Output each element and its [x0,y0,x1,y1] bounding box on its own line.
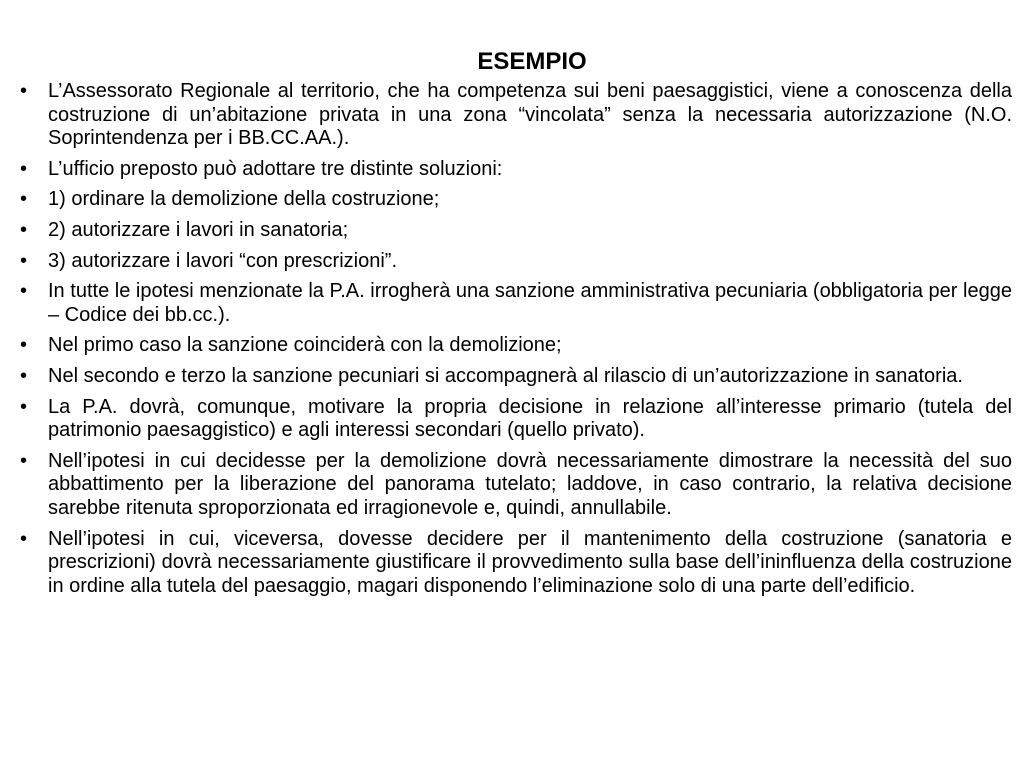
bullet-icon: • [20,80,28,102]
bullet-item [20,334,1012,358]
bullet-text: Nell’ipotesi in cui, viceversa, dovesse decidere per il mantenimento della costruzione (sanatoria e prescrizioni) dovrà necessariamente giustificare il provvedimento sulla base dell’ininfluenza della costruzione in ordine alla tutela del paesaggio, magari disponendo l’eliminazione solo di una parte dell’edificio. [48,527,1012,597]
bullet-item [20,365,1012,389]
bullet-text: In tutte le ipotesi menzionate la P.A. irrogherà una sanzione amministrativa pecuniaria (obbligatoria per legge – Codice dei bb.cc.). [48,280,1012,326]
bullet-text: Nell’ipotesi in cui decidesse per la demolizione dovrà necessariamente dimostrare la necessità del suo abbattimento per la liberazione del panorama tutelato; laddove, in caso contrario, la relativa decisione sarebbe ritenuta sproporzionata ed irragionevole e, quindi, annullabile. [48,449,1012,519]
bullet-icon: • [20,188,28,211]
bullet-icon: • [20,218,28,241]
bullet-text: L’ufficio preposto può adottare tre distinte soluzioni: [48,157,503,180]
bullet-item [20,450,1012,521]
bullet-item [20,158,1012,182]
bullet-text: L’Assessorato Regionale al territorio, che ha competenza sui beni paesaggistici, viene a conoscenza della costruzione di un’abitazione privata in una zona “vincolata” senza la necessaria autorizzazione (N.O. Soprintendenza per i BB.CC.AA.). [48,80,1012,150]
bullet-item [20,528,1012,599]
bullet-icon: • [20,449,28,472]
bullet-text: Nel secondo e terzo la sanzione pecuniari si accompagnerà al rilascio di un’autorizzazione in sanatoria. [48,364,963,387]
bullet-icon: • [20,334,28,357]
bullet-text: 3) autorizzare i lavori “con prescrizioni”. [48,249,398,272]
bullet-item [20,188,1012,212]
bullet-item [20,250,1012,274]
bullet-icon: • [20,157,28,180]
bullet-text: La P.A. dovrà, comunque, motivare la propria decisione in relazione all’interesse primario (tutela del patrimonio paesaggistico) e agli interessi secondari (quello privato). [48,395,1012,442]
bullet-list [20,80,1012,605]
bullet-item [20,280,1012,327]
bullet-item [20,80,1012,151]
bullet-text: Nel primo caso la sanzione coinciderà con la demolizione; [48,334,562,357]
bullet-icon: • [20,364,28,387]
bullet-icon: • [20,280,28,303]
slide-title: ESEMPIO [477,48,587,75]
bullet-item [20,219,1012,243]
bullet-text: 1) ordinare la demolizione della costruzione; [48,188,440,211]
bullet-text: 2) autorizzare i lavori in sanatoria; [48,218,349,241]
bullet-icon: • [20,395,28,418]
bullet-item [20,396,1012,443]
bullet-icon: • [20,249,28,272]
bullet-icon: • [20,527,28,550]
